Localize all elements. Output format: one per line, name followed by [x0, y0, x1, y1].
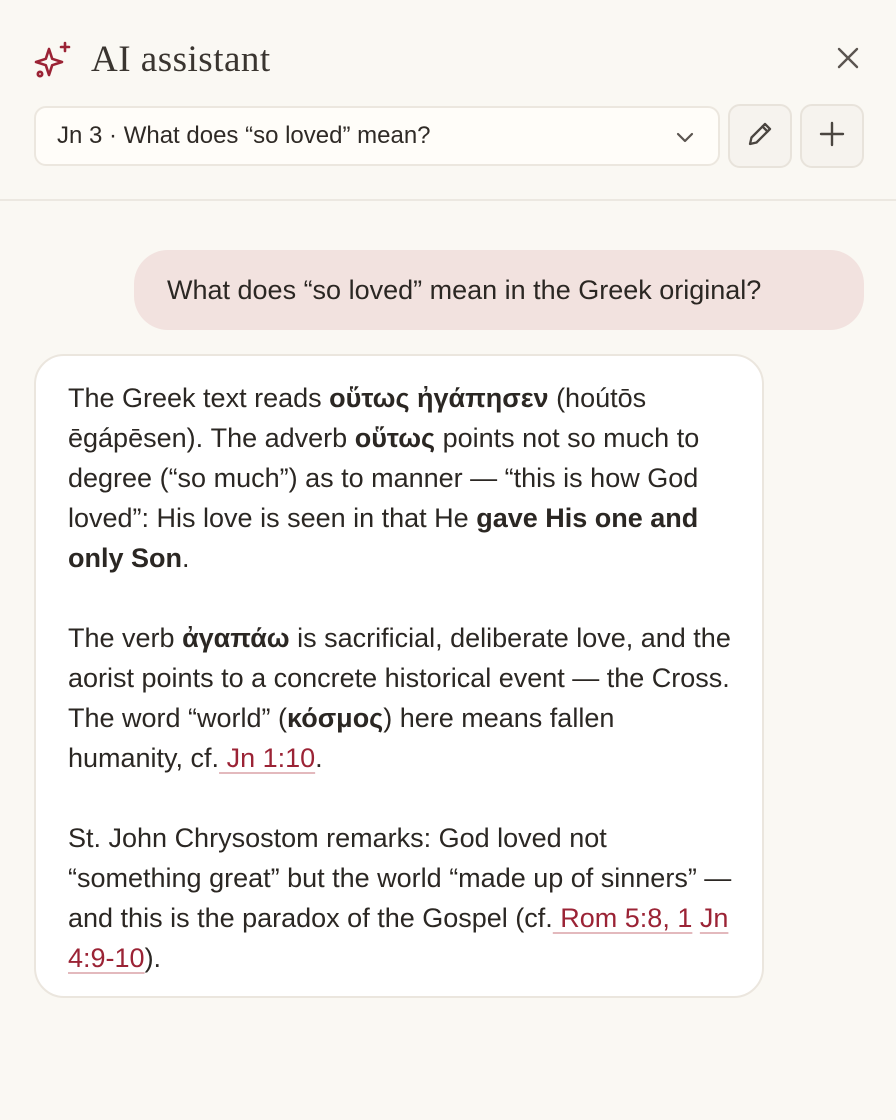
answer-text: is sacrificial, deliberate love, and the aorist points to a concrete historical event — the Cross. The word “world” (: [68, 623, 731, 733]
chevron-down-icon: [674, 126, 696, 148]
assistant-message: [34, 354, 764, 998]
plus-icon: [818, 120, 846, 153]
new-thread-button[interactable]: [800, 104, 864, 168]
answer-text: ) here means fallen humanity, cf.: [68, 703, 615, 773]
thread-select[interactable]: [34, 106, 720, 166]
user-message: [134, 250, 864, 330]
answer-paragraph: [68, 618, 732, 778]
app-title: AI assistant: [91, 39, 271, 80]
scripture-reference-link[interactable]: Jn 4:9-10: [68, 903, 729, 973]
greek-term: κόσμος: [287, 703, 384, 733]
sparkles-icon: [34, 40, 74, 80]
answer-text: .: [315, 743, 323, 773]
greek-term: οὕτως ἠγάπησεν: [329, 383, 549, 413]
answer-text: .: [182, 543, 190, 573]
header: [0, 0, 896, 201]
answer-text: St. John Chrysostom remarks: God loved not “something great” but the world “made up of sinners” — and this is the paradox of the Gospel (cf.: [68, 823, 732, 933]
answer-paragraph: [68, 378, 732, 578]
answer-text: The Greek text reads: [68, 383, 330, 413]
answer-paragraph: [68, 818, 732, 978]
close-icon: [836, 46, 860, 75]
answer-text: ).: [144, 943, 162, 973]
answer-text: (hoútōs ēgápēsen). The adverb: [68, 383, 647, 453]
pencil-icon: [745, 119, 775, 154]
greek-term: ἀγαπάω: [182, 623, 290, 653]
scripture-reference-link[interactable]: Rom 5:8, 1: [552, 903, 693, 933]
answer-text: points not so much to degree (“so much”) as to manner — “this is how God loved”: His love is seen in that He: [68, 423, 700, 533]
user-message-text: What does “so loved” mean in the Greek original?: [167, 274, 762, 305]
answer-text: [692, 903, 700, 933]
edit-thread-button[interactable]: [728, 104, 792, 168]
greek-term: οὕτως: [354, 423, 436, 453]
scripture-reference-link[interactable]: Jn 1:10: [219, 743, 316, 773]
close-button[interactable]: [828, 40, 868, 80]
thread-select-value: Jn 3 · What does “so loved” mean?: [57, 122, 431, 149]
emphasis-text: gave His one and only Son: [68, 503, 699, 573]
answer-text: The verb: [68, 623, 183, 653]
